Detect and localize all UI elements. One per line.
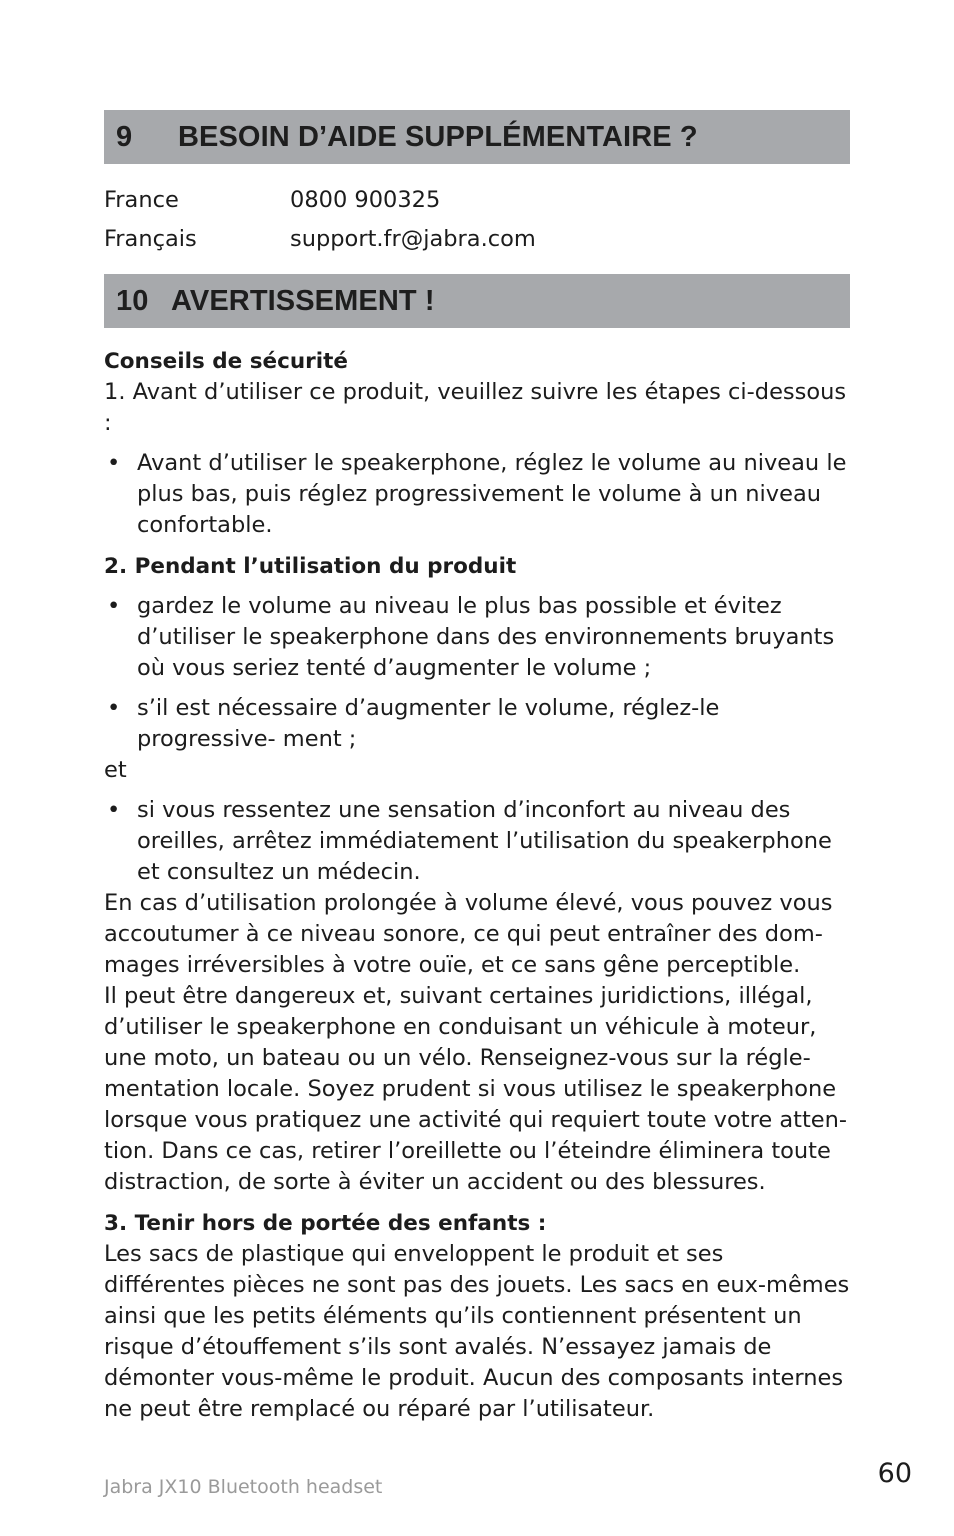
paragraph-driving: Il peut être dangereux et, suivant certaines juridictions, illégal, d’utiliser le speakerphone en conduisant un véhicule à moteur, une moto, un bateau ou un vélo. Renseignez-vous sur la régle- mentation locale. Soyez prudent si vous utilisez le speakerphone lorsque vous pratiquez une activité qui requiert toute votre atten- tion. Dans ce cas, retirer l’oreillette ou l’éteindre éliminera toute distraction, de sorte à éviter un accident ou des blessures. (104, 983, 847, 1195)
bullet-text: si vous ressentez une sensation d’inconfort au niveau des oreilles, arrêtez immédiatement l’utilisation du speakerphone et consultez un médecin. (137, 797, 832, 885)
bullet-glyph: • (107, 450, 121, 476)
contact-row-france (104, 180, 850, 219)
contact-phone: 0800 900325 (290, 186, 441, 213)
list-item (104, 693, 850, 755)
contact-label: France (104, 186, 179, 213)
page-number: 60 (877, 1458, 912, 1489)
connector-text: et (104, 757, 127, 783)
list-item (104, 795, 850, 888)
section-10-number: 10 (116, 284, 149, 317)
contact-email: support.fr@jabra.com (290, 225, 536, 252)
contact-row-email (104, 219, 850, 258)
section-10-heading (104, 274, 850, 328)
section-10-title: AVERTISSEMENT ! (171, 284, 435, 317)
section-9-title: BESOIN D’AIDE SUPPLÉMENTAIRE ? (178, 120, 698, 153)
bullet-text: Avant d’utiliser le speakerphone, réglez le volume au niveau le plus bas, puis réglez progressivement le volume à un niveau confortable. (137, 450, 847, 538)
list-item (104, 591, 850, 684)
section-9-heading (104, 110, 850, 164)
contact-list (104, 180, 850, 258)
bullet-text: gardez le volume au niveau le plus bas possible et évitez d’utiliser le speakerphone dans des environnements bruyants où vous seriez tenté d’augmenter le volume ; (137, 593, 835, 681)
safety-heading: Conseils de sécurité (104, 349, 348, 374)
bullet-text: s’il est nécessaire d’augmenter le volume, réglez-le progressive- ment ; (137, 695, 720, 752)
step-2-heading: 2. Pendant l’utilisation du produit (104, 554, 517, 579)
step-2-bullet-list (104, 591, 850, 755)
footer-product-name: Jabra JX10 Bluetooth headset (104, 1476, 383, 1498)
step-3-heading: 3. Tenir hors de portée des enfants : (104, 1211, 547, 1236)
bullet-glyph: • (107, 797, 121, 823)
contact-label: Français (104, 225, 197, 252)
list-item (104, 448, 850, 541)
paragraph-children: Les sacs de plastique qui enveloppent le produit et ses différentes pièces ne sont pas des jouets. Les sacs en eux-mêmes ainsi que les petits éléments qu’ils contiennent présentent un risque d’étouffement s’ils sont avalés. N’essayez jamais de démonter vous-même le produit. Aucun des composants internes ne peut être remplacé ou réparé par l’utilisateur. (104, 1241, 850, 1422)
manual-page (104, 110, 850, 1425)
paragraph-hearing: En cas d’utilisation prolongée à volume élevé, vous pouvez vous accoutumer à ce niveau sonore, ce qui peut entraîner des dom- mages irréversibles à votre ouïe, et ce sans gêne perceptible. (104, 890, 833, 978)
bullet-glyph: • (107, 695, 121, 721)
section-9-number: 9 (116, 120, 133, 153)
step-1-bullet-list (104, 448, 850, 541)
step-1-intro: 1. Avant d’utiliser ce produit, veuillez suivre les étapes ci-dessous : (104, 379, 847, 436)
bullet-glyph: • (107, 593, 121, 619)
step-2-bullet-list-continued (104, 795, 850, 888)
